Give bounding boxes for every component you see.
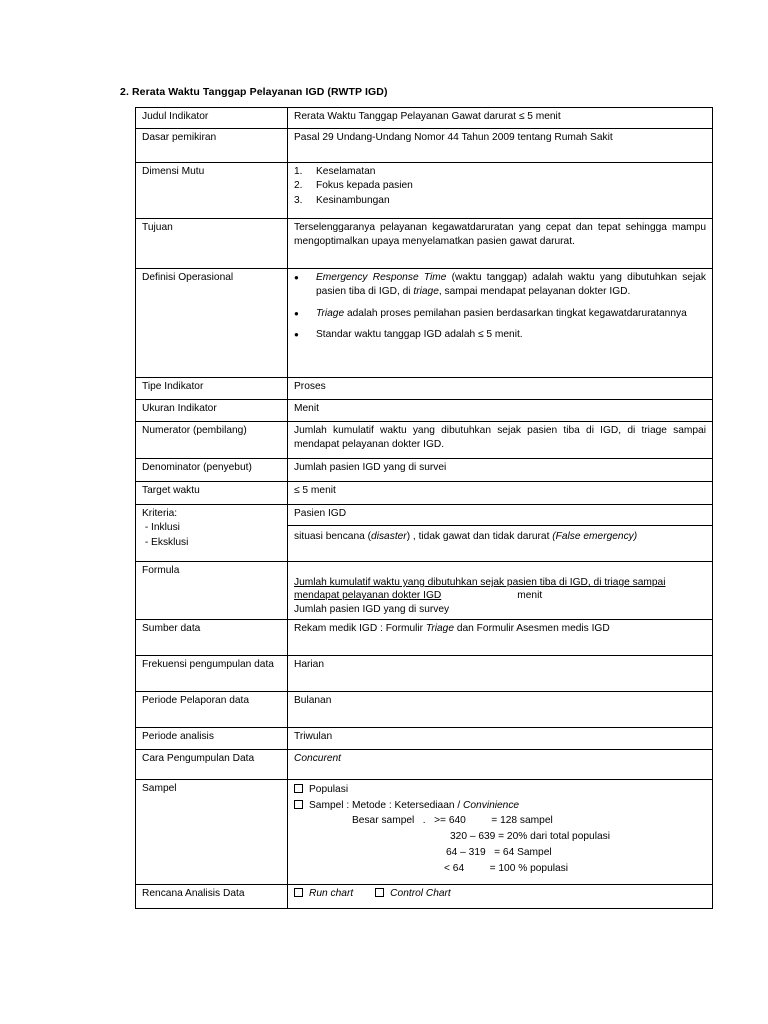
row-pelaporan — [136, 691, 713, 727]
row-dimensi — [136, 163, 713, 219]
row-tipe — [136, 378, 713, 400]
label-dimensi: Dimensi Mutu — [136, 163, 288, 219]
checkbox-icon — [375, 888, 384, 897]
list-item: 1. Keselamatan — [294, 166, 376, 177]
label-rencana: Rencana Analisis Data — [136, 884, 288, 908]
value-pelaporan: Bulanan — [288, 691, 713, 727]
row-sampel — [136, 779, 713, 884]
sampel-rule-3: < 64 = 100 % populasi — [444, 862, 569, 874]
label-tipe: Tipe Indikator — [136, 378, 288, 400]
row-tujuan — [136, 219, 713, 269]
value-cara: Concurent — [288, 749, 713, 779]
row-dasar — [136, 129, 713, 163]
value-dimensi — [288, 163, 713, 219]
label-definisi: Definisi Operasional — [136, 269, 288, 378]
definisi-list — [294, 271, 706, 342]
row-definisi — [136, 269, 713, 378]
list-item: 2. Fokus kepada pasien — [294, 180, 413, 192]
label-pelaporan: Periode Pelaporan data — [136, 691, 288, 727]
label-tujuan: Tujuan — [136, 219, 288, 269]
label-ukuran: Ukuran Indikator — [136, 400, 288, 422]
row-frekuensi — [136, 655, 713, 691]
formula-numerator-line2: mendapat pelayanan dokter IGD menit — [294, 590, 543, 602]
row-sumber — [136, 619, 713, 655]
label-sampel: Sampel — [136, 779, 288, 884]
value-sumber: Rekam medik IGD : Formulir Triage dan Formulir Asesmen medis IGD — [288, 619, 713, 655]
row-ukuran — [136, 400, 713, 422]
value-numerator: Jumlah kumulatif waktu yang dibutuhkan sejak pasien tiba di IGD, di triage sampai mendapat pelayanan dokter IGD. — [288, 422, 713, 459]
value-frekuensi: Harian — [288, 655, 713, 691]
value-sampel — [288, 779, 713, 884]
formula-denominator: Jumlah pasien IGD yang di survey — [294, 603, 450, 615]
value-tujuan: Terselenggaranya pelayanan kegawatdaruratan yang cepat dan tepat sehingga mampu mengoptimalkan upaya menyelamatkan pasien gawat darurat. — [288, 219, 713, 269]
value-judul: Rerata Waktu Tanggap Pelayanan Gawat darurat ≤ 5 menit — [288, 108, 713, 129]
label-denominator: Denominator (penyebut) — [136, 459, 288, 482]
value-definisi — [288, 269, 713, 378]
list-item: 3. Kesinambungan — [294, 194, 390, 206]
row-judul — [136, 108, 713, 129]
sampel-rule-2: 64 – 319 = 64 Sampel — [446, 847, 552, 858]
value-kriteria — [288, 505, 713, 562]
kriteria-inklusi: Pasien IGD — [294, 508, 347, 519]
row-kriteria — [136, 505, 713, 562]
label-cara: Cara Pengumpulan Data — [136, 749, 288, 779]
list-item: ● Standar waktu tanggap IGD adalah ≤ 5 menit. — [294, 328, 706, 342]
list-item: ● Triage adalah proses pemilahan pasien berdasarkan tingkat kegawatdaruratannya — [294, 307, 706, 321]
dimensi-list — [294, 165, 706, 208]
formula-numerator-line1: Jumlah kumulatif waktu yang dibutuhkan sejak pasien tiba di IGD, di triage sampai — [294, 577, 666, 588]
row-formula — [136, 562, 713, 620]
list-item: ● Emergency Response Time (waktu tanggap) adalah waktu yang dibutuhkan sejak pasien tiba di IGD, di triage, sampai mendapat pelayanan dokter IGD. — [294, 271, 706, 300]
label-frekuensi: Frekuensi pengumpulan data — [136, 655, 288, 691]
value-rencana: Run chart Control Chart — [288, 884, 713, 908]
value-tipe: Proses — [288, 378, 713, 400]
value-target: ≤ 5 menit — [288, 482, 713, 505]
section-title: 2. Rerata Waktu Tanggap Pelayanan IGD (RWTP IGD) — [120, 86, 388, 98]
row-denominator — [136, 459, 713, 482]
row-target — [136, 482, 713, 505]
row-rencana — [136, 884, 713, 908]
value-denominator: Jumlah pasien IGD yang di survei — [288, 459, 713, 482]
checkbox-icon — [294, 800, 303, 809]
label-formula: Formula — [136, 562, 288, 620]
indicator-table — [135, 107, 713, 909]
label-dasar: Dasar pemikiran — [136, 129, 288, 163]
row-analisis — [136, 727, 713, 749]
row-numerator — [136, 422, 713, 459]
label-analisis: Periode analisis — [136, 727, 288, 749]
row-cara — [136, 749, 713, 779]
sampel-besar: Besar sampel . >= 640 = 128 sampel — [352, 815, 553, 827]
bullet-icon: ● — [294, 273, 299, 282]
sampel-option-populasi: Populasi — [294, 782, 706, 798]
bullet-icon: ● — [294, 329, 299, 339]
label-numerator: Numerator (pembilang) — [136, 422, 288, 459]
value-dasar: Pasal 29 Undang-Undang Nomor 44 Tahun 2009 tentang Rumah Sakit — [288, 129, 713, 163]
checkbox-icon — [294, 784, 303, 793]
value-formula — [288, 562, 713, 620]
value-ukuran: Menit — [288, 400, 713, 422]
label-kriteria: Kriteria: - Inklusi - Eksklusi — [136, 505, 288, 562]
label-target: Target waktu — [136, 482, 288, 505]
bullet-icon: ● — [294, 308, 299, 318]
sampel-option-sampel: Sampel : Metode : Ketersediaan / Convinience — [294, 798, 706, 814]
formula-unit: menit — [517, 590, 543, 602]
value-analisis: Triwulan — [288, 727, 713, 749]
sampel-rule-1: 320 – 639 = 20% dari total populasi — [450, 831, 611, 843]
label-sumber: Sumber data — [136, 619, 288, 655]
kriteria-eksklusi: situasi bencana (disaster) , tidak gawat dan tidak darurat (False emergency) — [288, 525, 712, 544]
checkbox-icon — [294, 888, 303, 897]
label-judul: Judul Indikator — [136, 108, 288, 129]
